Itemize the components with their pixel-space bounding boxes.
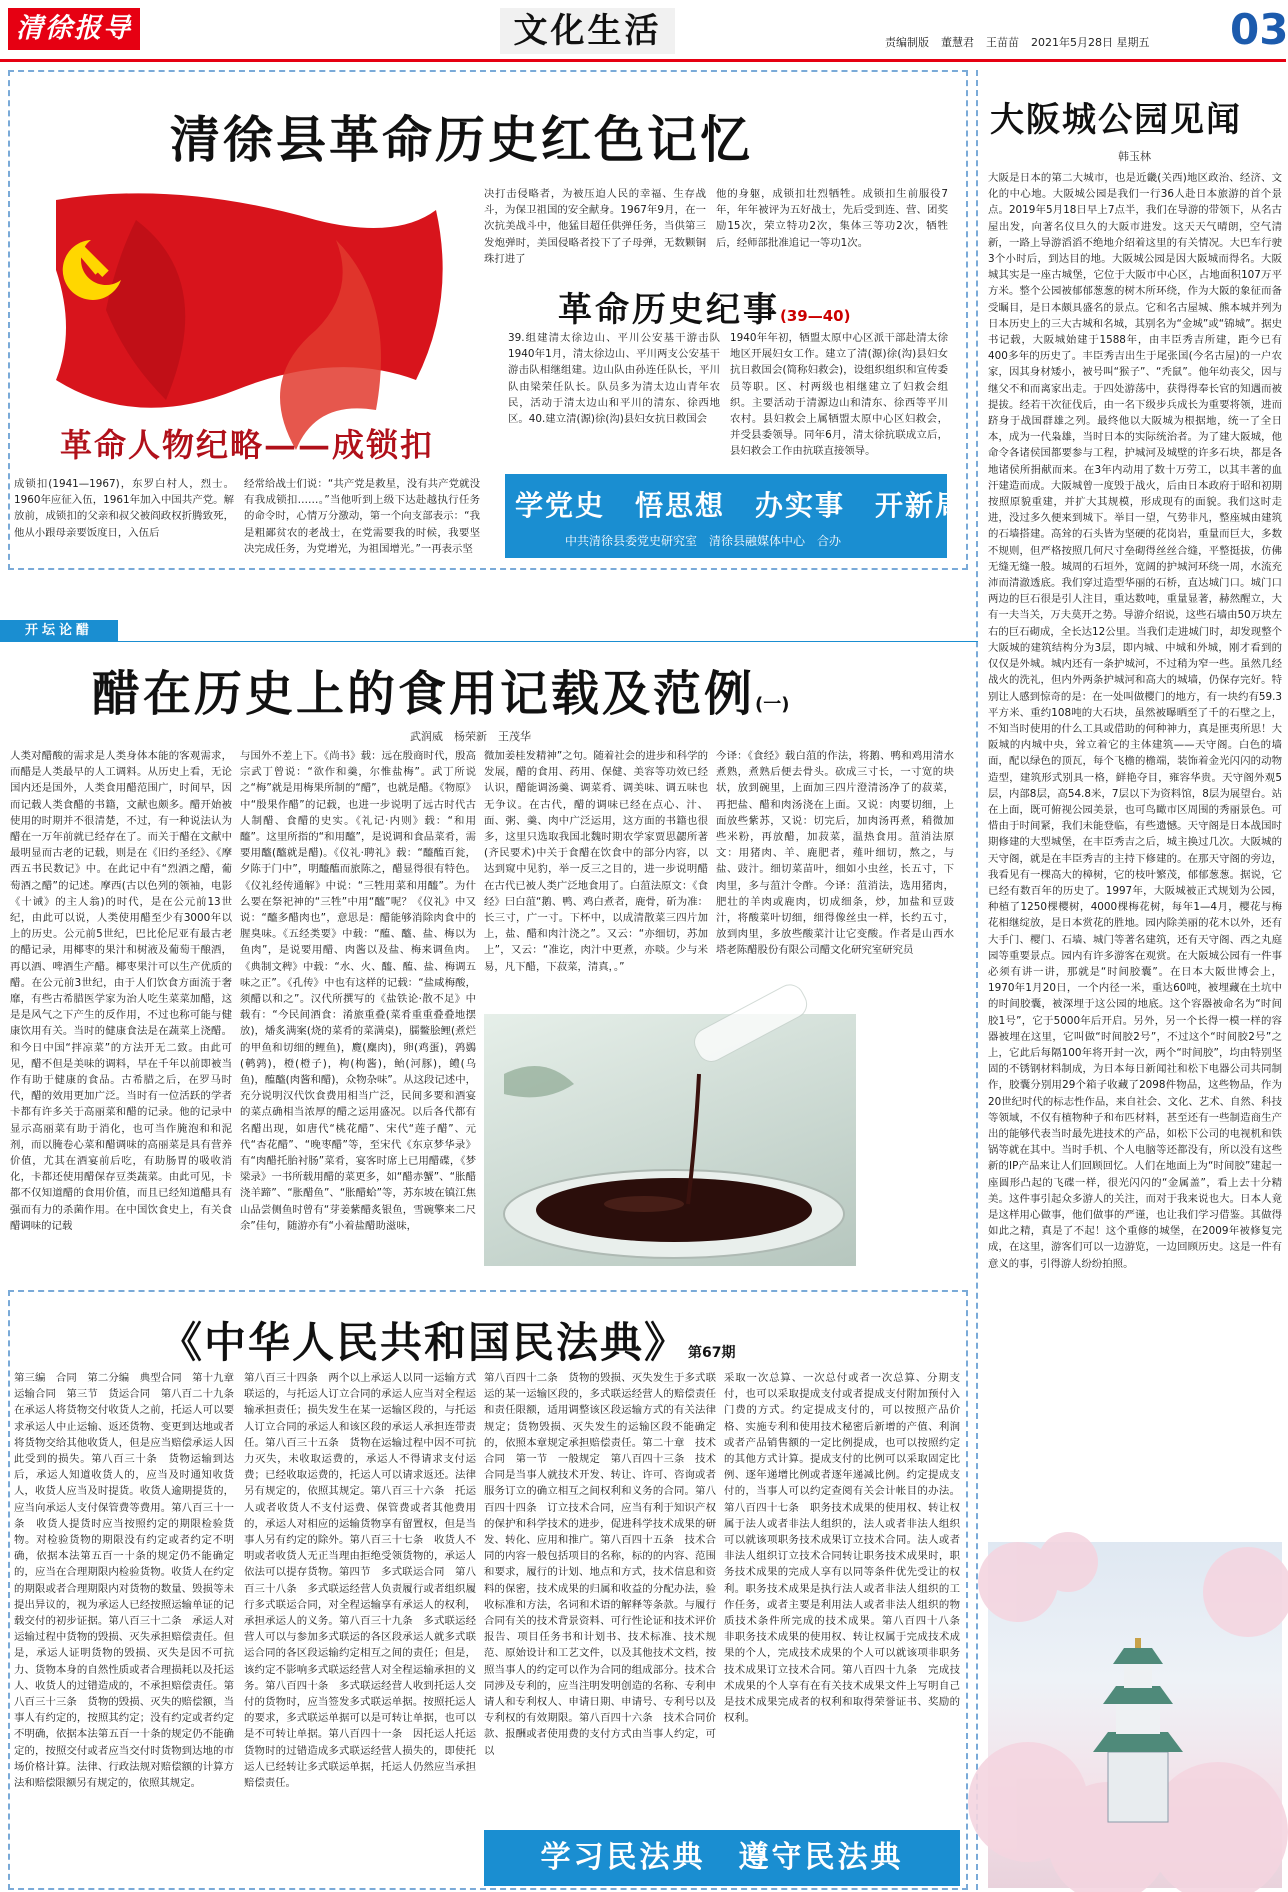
- column-divider: [118, 641, 978, 642]
- section-title: 文化生活: [500, 8, 675, 54]
- osaka-headline: 大阪城公园见闻: [990, 100, 1242, 140]
- top-col-3: 决打击侵略者，为被压迫人民的幸福、生存战斗，为保卫祖国的安全献身。1967年9月，在一次抗美战斗中，他猛目超任供弹任务，当供第三发炮弹时，美国侵略者投下了子母弹，无数颗铜珠打进了: [484, 188, 706, 265]
- vinegar-headline-text: 醋在历史上的食用记载及范例: [92, 666, 756, 722]
- editor-line: 责编制版: [885, 36, 929, 49]
- civil-code-col-4: 采取一次总算、一次总付或者一次总算、分期支付，也可以采取提成支付或者提成支付附加预付入门费的方式。约定提成支付的，可以按照产品价格、实施专利和使用技术秘密后新增的产值、利润或者产品销售额的一定比例提成，也可以按照约定的其他方式计算。提成支付的比例可以采取固定比例、逐年递增比例或者逐年递减比例。约定提成支付的，当事人可以约定查阅有关会计帐目的办法。第八百四十七条 职务技术成果的使用权、转让权属于法人或者非法人组织的，法人或者非法人组织可以就该项职务技术成果订立技术合同。法人或者非法人组织订立技术合同转让职务技术成果时，职务技术成果的完成人享有以同等条件优先受让的权利。职务技术成果是执行法人或者非法人组织的工作任务，或者主要是利用法人或者非法人组织的物质技术条件所完成的技术成果。第八百四十八条 非职务技术成果的使用权、转让权属于完成技术成果的个人，完成技术成果的个人可以就该项非职务技术成果订立技术合同。第八百四十九条 完成技术成果的个人享有在有关技术成果文件上写明自己是技术成果完成者的权利和取得荣誉证书、奖励的权利。: [724, 1372, 971, 1725]
- vinegar-col-2: 与国外不差上下。《尚书》载：远在殷商时代，殷高宗武丁曾说：“欲作和羹，尔惟盐梅”。武丁所说之“梅”就是用梅果所制的“醋”，也就是醋。《物原》中“殷果作醋”的记载，也进一步说明了远古时代古人制醋、食醋的史实。《礼记·内则》载：“和用醯”。这里所指的“和用醯”，是说调和食品菜肴，需要用醯(醯就是醋)。《仪礼·聘礼》载：“醯醢百瓮，夕陈于门中”，明醯醢而旅陈之，醋显得很有特色。《仪礼经传通解》中说：“三牲用菜和用醯”。为什么要在祭祀神的“三牲”中用“醯”呢？《仪礼》中又说：“醯多醋肉也”，意思是：醋能够消除肉食中的腥臭味。《五经类要》中载：“醢、醯、盐、梅以为鱼肉”，是说要用醋、肉酱以及盐、梅来调鱼肉。《典制文稗》中载：“水、火、醯、醢、盐、梅调五味之正”。《孔传》中也有这样的记载：“盐咸梅酸，须醋以和之”。汉代所撰写的《盐铁论·散不足》中载有：“今民间酒食：淆旅重叠(菜肴重重叠叠地摆放)，燔炙满案(烧的菜肴的菜满桌)，臑鳖脍鲤(煮烂的甲鱼和切细的鲤鱼)，麑(麋肉)，卵(鸡蛋)，鹑鷃(鹌鹑)，橙(橙子)，枸(枸酱)，鲐(河豚)，鳢(乌鱼)，醢醯(肉酱和醋)，众物杂味”。从这段记述中，充分说明汉代饮食费用相当广泛，民间多要和酒宴的菜点确相当浓厚的醋之运用盛况。以后各代都有名醋出现，如唐代“桃花醋”、宋代“莲子醋”、元代“杏花醋”、“晚枣醋”等，至宋代《东京梦华录》有“肉醋托胎衬肠”菜肴，宴客时席上已用醋碟，《梦梁录》一书所载用醋的菜更多，如“醋赤蟹”、“胀醋浇羊蹄”、“胀醋鱼”、“胀醋蛤”等，苏东坡在镇江焦山品尝侧鱼时曾有“芽姜紫醋炙银鱼，雪碗擎来二尺余”佳句，随游亦有“小着盐醋助滋味，: [240, 750, 476, 1232]
- civil-code-col-3: 第八百四十二条 货物的毁损、灭失发生于多式联运的某一运输区段的，多式联运经营人的赔偿责任和责任限额，适用调整该区段运输方式的有关法律规定；货物毁损、灭失发生的运输区段不能确定的，依照本章规定承担赔偿责任。第二十章 技术合同 第一节 一般规定 第八百四十三条 技术合同是当事人就技术开发、转让、许可、咨询或者服务订立的确立相互之间权利和义务的合同。第八百四十四条 订立技术合同，应当有利于知识产权的保护和科学技术的进步，促进科学技术成果的研发、转化、应用和推广。第八百四十五条 技术合同的内容一般包括项目的名称，标的的内容、范围和要求，履行的计划、地点和方式，技术信息和资料的保密，技术成果的归属和收益的分配办法，验收标准和方法，名词和术语的解释等条款。与履行合同有关的技术背景资料、可行性论证和技术评价报告、项目任务书和计划书、技术标准、技术规范、原始设计和工艺文件，以及其他技术文档，按照当事人的约定可以作为合同的组成部分。技术合同涉及专利的，应当注明发明创造的名称、专利申请人和专利权人、申请日期、申请号、专利号以及专利权的有效期限。第八百四十六条 技术合同价款、报酬或者使用费的支付方式由当事人约定，可以: [484, 1372, 716, 1757]
- slogan-text: 学党史 悟思想 办实事 开新局: [515, 489, 966, 522]
- editor-name: 董慧君: [941, 36, 974, 49]
- top-article-headline: 清徐县革命历史红色记忆: [170, 111, 753, 169]
- vinegar-byline: 武润威 杨荣新 王茂华: [410, 730, 531, 743]
- osaka-castle-photo: [988, 1542, 1282, 1888]
- history-chronicle-number: (39—40): [780, 307, 851, 325]
- editor-info: [885, 34, 1162, 50]
- vinegar-headline-part: (一): [755, 694, 790, 715]
- vinegar-col-1: 人类对醋酸的需求是人类身体本能的客观需求，而醋是人类最早的人工调料。从历史上看，无论国内还是国外，人类食用醋范围广，时间早，因而记载人类食醋的书籍，文献也颇多。醋开始被使用的时期并不很清楚，不过，有一种说法认为醋在一万年前就已经存在了。而关于醋在文献中最明显而古老的记载，则是在《旧约圣经》、《摩西五书民数记》中。在此记中有“烈酒之醋，葡萄酒之醋”的记述。摩西(古以色列的领袖，电影《十诫》的主人翁)的时代，是在公元前13世纪，由此可以说，人类使用醋至少有3000年以上的历史。公元前5世纪，巴比伦尼亚有最古老的醋记录，用椰枣的果汁和树液及葡萄干酿酒，再以酒、啤酒生产醋。椰枣果汁可以生产优质的醋。在公元前3世纪，由于人们饮食方面流于奢靡，有些古希腊医学家为治人吃生菜菜加醋，这是是风气之下产生的反作用，不过也称可能与健康饮用有关。当时的健康食法是在蔬菜上浇醋。和今日中国“拌凉菜”的方法开无二致。由此可见，醋不但是美味的调料，早在千年以前即被当作有助于健康的食品。古希腊之后，在罗马时代，醋的效用更加广泛。当时有一位活跃的学者卡都有许多关于高丽菜和醋的记录。他的记录中显示高丽菜有助于消化，也可当作腌泡和和泥剂，而以腌卷心菜和醋调味的高丽菜是具有营养价值，尤其在酒宴前后吃，有助肠胃的吸收消化，卡都还使用醋保存豆类蔬菜。由此可见，卡都不仅知道醋的食用价值，而且已经知道醋具有强而有力的杀菌作用。在中国饮食史上，有关食醋调味的记载: [10, 750, 232, 1232]
- vinegar-col-4: 今译：《食经》载白菹的作法，将鹅、鸭和鸡用清水煮熟，煮熟后便去骨头。砍成三寸长，一寸宽的块状，放到碗里，上面加三四片澄清汤净了的菽菜，再把盐、醋和肉汤浇在上面。又说：肉要切细，上面放些紫苏，又说：切完后，加肉汤再煮，稍微加些米粉，再放醋，加菽菜，温热食用。菹消法原文：用猪肉、羊、鹿肥者，薤叶细切，熬之，与盐、豉汁。细切菜苗叶，细如小虫丝，长五寸，下肉里，多与菹汁令酢。今译：菹消法，选用猪肉，肥壮的羊肉或鹿肉，切成细条，炒，加盐和豆豉汁，将酸菜叶切细，细得像丝虫一样，长约五寸，放到肉里，多放些酸菜汁让它变酸。作者是山西水塔老陈醋股份有限公司醋文化研究室研究员: [716, 750, 954, 957]
- chronicle-col-2: 1940年年初，牺盟太原中心区派干部赴清太徐地区开展妇女工作。建立了清(源)徐(沟)县妇女抗日救国会(简称妇救会)，设组织组织和宣传委员等职。区、村两级也相继建立了妇救会组织。主要活动于清源边山和清东、徐西等平川农村。县妇救会上属牺盟太原中心区妇救会，并受县委领导。同年6月，清太徐抗联成立后，县妇救会工作由抗联直接领导。: [730, 332, 948, 458]
- vinegar-headline: [92, 655, 789, 724]
- civil-code-issue: 第67期: [688, 1345, 736, 1361]
- osaka-body: 大阪是日本的第二大城市，也是近畿(关西)地区政治、经济、文化的中心地。大阪城公园是我们一行36人赴日本旅游的首个景点。2019年5月18日早上7点半，我们在导游的带领下，从名古屋出发，向著名仪旦久的大阪市进发。这天天气晴朗，空气清新，一路上导游滔滔不绝地介绍着这里的有关情况。大巴车行驶3个小时后，到达目的地。大阪城公园是因大阪城而得名。大阪城其实是一座古城堡，它位于大阪市中心区，占地面积107万平方米。整个公园被郁郁葱葱的树木所环绕，作为大阪的象征而备受瞩目，是日本颇具盛名的景点。它和名古屋城、熊本城并列为日本历史上的三大古城和名城，其别名为“金城”或“锦城”。据史书记载，大阪城始建于1588年，由丰臣秀吉所建，距今已有400多年的历史了。丰臣秀吉出生于尾张国(今名古屋)的一户农家，因其身材矮小，被号叫“猴子”、“秃鼠”。他年幼丧父，因与继父不和而离家出走。于四处游荡中，获得得奉长官的知遇而被提拔。经若干次征伐后，由一名下级步兵成长为重要将领，进而跻身于战国群雄之列。最终他以大阪城为根据地，统一了全日本，成为一代枭雄，当时日本的实际统治者。为了建大阪城，他命令各诸侯国都要参与工程，护城河及城壁的许多石块，都是各地诸侯所捐献而来。在3年内动用了数十万劳工，以其丰著的血汗建造而成。大阪城曾一度毁于战火，后由日本政府于昭和初期按照原貌重建，并扩大其规模，形成现有的面貌。我们这时走进，没过多久便来到城下。举目一望，气势非凡，整座城由建筑的石墙搭建。高耸的石头皆为坚硬的花岗岩，重量而巨大，多数不规则，但严格按照几何尺寸垒砌得丝丝合缝，平整挺拔，仿佛无缝无缝一般。城周的石垣外，宽阔的护城河环绕一周，水流充沛而清澈透底。我们穿过造型华丽的石桥，直达城门口。城门口两边的巨石很是引人注目，重达数吨，重量显著，赫然醒立，大有一夫当关，万夫莫开之势。导游介绍说，这些石墙由50万块左右的巨石砌成，全长达12公里。当我们走进城门时，却发现整个大阪城的建筑结构分为3层，即内城、中城和外城，刚才看到的仅仅是外城。城内还有一条护城河，不过稍为窄一些。虽然几经战火的洗礼，但内外两条护城河和高大的城墙，仍保存完好。特别让人感到惊奇的是：在一处叫做樱门的地方，有一块约有59.3平方米、重约108吨的大石块，虽然被曝晒至了千的石壁之上，不知当时使用的什么工具或借助的何种神力，真是匪夷所思！大阪城的内城中央，耸立着它的主体建筑——天守阁。白色的墙面，配以绿色的顶瓦，每个飞檐的檐端，装饰着金光闪闪的动物造型，建筑形式别具一格，鲜艳夺目，雍容华贵。天守阁外观5层，内部8层，高54.8米，7层以下为资料馆，8层为展望台。站在上面，既可俯视公园美景，也可鸟瞰市区周围的秀丽景色。可惜由于时间紧，我们未能登临，有些遗憾。天守阁是日本战国时期修建的大型城堡，在丰臣秀吉之后，城主换过几次。大阪城的天守阁，就是在丰臣秀吉的主持下修建的。在那天守阁的旁边，我看见有一棵高大的樟树，它的枝叶繁茂，郁郁葱葱。据说，它已经有数百年的历史了。1997年，大阪城被正式规划为公园，种植了1250棵樱树，4000棵梅花树，每年1—4月，樱花与梅花相继绽放，是日本赏花的胜地。园内除美丽的花木以外，还有大手门、樱门、石墙、城门等著名建筑，还有天守阁、西之丸庭园等重要景点。园内有许多游客在观赏。在大阪城公园有一件事必须有讲一讲，那就是“时间胶囊”。在日本大阪世博会上，1970年1月20日，一个内径一米，重达60吨，被埋藏在土坑中的时间胶囊，被深埋于这公园的地底。这个容器被命名为“时间胶1号”，它于5000年后开启。另外，另一个长得一模一样的容器被埋在这里，它叫做“时间胶2号”，不过这个“时间胶2号”之上，它此后每隔100年将开封一次，两个“时间胶”，均由特别坚固的不锈钢材料制成，为日本每日新闻社和松下电器公司共同制作，胶囊分别用29个箱子收藏了2098件物品，这些物品，作为20世纪时代的标志性作品，来自社会、文化、艺术、自然、科技等领域，不仅有植物种子和布匹材料，甚至还有一些制造商生产出的能够代表当时最先进技术的产品，如松下公司的电视机和铁锅等就在其中。当时手机、个人电脑等还都没有，所以没有这些新的IP产品来让人们回顾回忆。人们在地面上为“时间胶”建起一座圆形凸起的飞碟一样，很光闪闪的“金属盖”，看上去十分精美。这件事引起众多游人的关注，而对于我来说也大。日本人竟是这样用心做事，他们做事的严谨，也让我们学习借鉴。其做得如此之精，真是了不起！这个重修的城堡，在2009年被修复完成，在这里，游客们可以一边游览，一边回顾历史。这是一件有意义的事，引得游人纷纷拍照。: [988, 172, 1282, 1270]
- top-col-1: 成锁扣(1941—1967)，东罗白村人，烈士。1960年应征入伍，1961年加入中国共产党。解放前，成锁扣的父亲和叔父被阎政权折腾致死，他从小跟母亲要饭度日，入伍后: [14, 478, 234, 539]
- newspaper-logo: 清徐报导: [8, 8, 140, 50]
- chronicle-col-1: 39.组建清太徐边山、平川公安基干游击队 1940年1月，清太徐边山、平川两支公安基干游击队相继组建。边山队由孙连任队长，平川队由梁荣任队长。队员多为清太边山青年农民，活动于清太边山和平川的清东、徐西地区。40.建立清(源)徐(沟)县妇女抗日救国会: [508, 332, 731, 426]
- osaka-author: 韩玉林: [1118, 150, 1151, 163]
- proof-name: 王苗苗: [986, 36, 1019, 49]
- top-col-4: 他的身躯，成锁扣壮烈牺牲。成锁扣生前服役7年，年年被评为五好战士，先后受到连、营、团奖励15次，荣立特功2次，集体三等功2次，牺牲后，经师部批准追记一等功1次。: [716, 188, 948, 249]
- civil-code-headline-text: 《中华人民共和国民法典》: [160, 1318, 689, 1367]
- history-chronicle-title: [558, 282, 850, 331]
- civil-code-banner: 学习民法典 遵守民法典: [484, 1830, 960, 1886]
- vinegar-col-3: 微加姜桂发精神”之句。随着社会的进步和科学的发展，醋的食用、药用、保健、美容等功效已经认识，醋能调汤羹、调菜肴、调美味、调五味也无争议。在古代，醋的调味已经在点心、汁、面、粥、羹、肉中广泛运用，这方面的书籍也很多，这里只选取我国北魏时期农学家贾思勰所著(齐民要术)中关于食醋在饮食中的部分内容，以达到窥中见豹，举一反三之目的，进一步说明醋在古代已被人类广泛地食用了。白菹法原文：《食经》曰白菹“鹅、鸭、鸡白煮者，鹿骨，斫为准：长三寸，广一寸。下杯中，以成清散菜三四片加上，盐、醋和肉汁浇之”。又云：“亦细切，苏加上”，又云：“准讫，肉汁中更煮，亦啖。少与米易，凡下醋，下菽菜，清真，。”: [484, 750, 708, 973]
- vinegar-pouring-photo: [484, 1014, 856, 1266]
- vinegar-dish-illustration: [484, 1014, 856, 1266]
- civil-code-headline: [160, 1310, 736, 1370]
- osaka-castle-illustration: [988, 1542, 1282, 1888]
- top-col-2: 经常给战士们说：“共产党是救星，没有共产党就没有我成锁扣……。”当他听到上级下达赴越执行任务的命令时，心情万分激动，第一个向支部表示：“我是粗鄙贫农的老战士，在党需要我的时候，我要坚决完成任务，为党增光，为祖国增光。”一再表示坚: [244, 478, 480, 555]
- column-label: 开坛论醋: [0, 620, 118, 642]
- civil-code-col-1: 第三编 合同 第二分编 典型合同 第十九章 运输合同 第三节 货运合同 第八百二十九条 在承运人将货物交付收货人之前，托运人可以要求承运人中止运输、返还货物、变更到达地或者将货物交给其他收货人，但是应当赔偿承运人因此受到的损失。第八百三十条 货物运输到达后，承运人知道收货人的，应当及时通知收货人，收货人应当及时提货。收货人逾期提货的，应当向承运人支付保管费等费用。第八百三十一条 收货人提货时应当按照约定的期限检验货物。对检验货物的期限没有约定或者约定不明确，依据本法第五百一十条的规定仍不能确定的，应当在合理期限内检验货物。收货人在约定的期限或者合理期限内对货物的数量、毁损等未提出异议的，视为承运人已经按照运输单证的记载交付的初步证据。第八百三十二条 承运人对运输过程中货物的毁损、灭失承担赔偿责任。但是，承运人证明货物的毁损、灭失是因不可抗力、货物本身的自然性质或者合理损耗以及托运人、收货人的过错造成的，不承担赔偿责任。第八百三十三条 货物的毁损、灭失的赔偿额，当事人有约定的，按照其约定；没有约定或者约定不明确，依据本法第五百一十条的规定仍不能确定的，按照交付或者应当交付时货物到达地的市场价格计算。法律、行政法规对赔偿额的计算方法和赔偿限额另有规定的，依照其规定。: [14, 1372, 245, 1790]
- party-history-slogan-box: [505, 474, 966, 558]
- issue-date: 2021年5月28日 星期五: [1031, 36, 1150, 49]
- slogan-organizers: 中共清徐县委党史研究室 清徐县融媒体中心 合办: [565, 534, 842, 548]
- civil-code-col-2: 第八百三十四条 两个以上承运人以同一运输方式联运的，与托运人订立合同的承运人应当对全程运输承担责任；损失发生在某一运输区段的，与托运人订立合同的承运人和该区段的承运人承担连带责任。第八百三十五条 货物在运输过程中因不可抗力灭失，未收取运费的，承运人不得请求支付运费；已经收取运费的，托运人可以请求返还。法律另有规定的，依照其规定。第八百三十六条 托运人或者收货人不支付运费、保管费或者其他费用的，承运人对相应的运输货物享有留置权，但是当事人另有约定的除外。第八百三十七条 收货人不明或者收货人无正当理由拒绝受领货物的，承运人依法可以提存货物。第四节 多式联运合同 第八百三十八条 多式联运经营人负责履行或者组织履行多式联运合同，对全程运输享有承运人的权利，承担承运人的义务。第八百三十九条 多式联运经营人可以与参加多式联运的各区段承运人就多式联运合同的各区段运输约定相互之间的责任；但是，该约定不影响多式联运经营人对全程运输承担的义务。第八百四十条 多式联运经营人收到托运人交付的货物时，应当签发多式联运单据。按照托运人的要求，多式联运单据可以是可转让单据，也可以是不可转让单据。第八百四十一条 因托运人托运货物时的过错造成多式联运经营人损失的，即使托运人已经转让多式联运单据，托运人仍然应当承担赔偿责任。: [244, 1372, 476, 1790]
- page-number: 03: [1230, 5, 1288, 54]
- history-chronicle-title-text: 革命历史纪事: [558, 290, 780, 330]
- masthead: [0, 0, 1286, 62]
- portrait-title: 革命人物纪略——成锁扣: [60, 426, 435, 464]
